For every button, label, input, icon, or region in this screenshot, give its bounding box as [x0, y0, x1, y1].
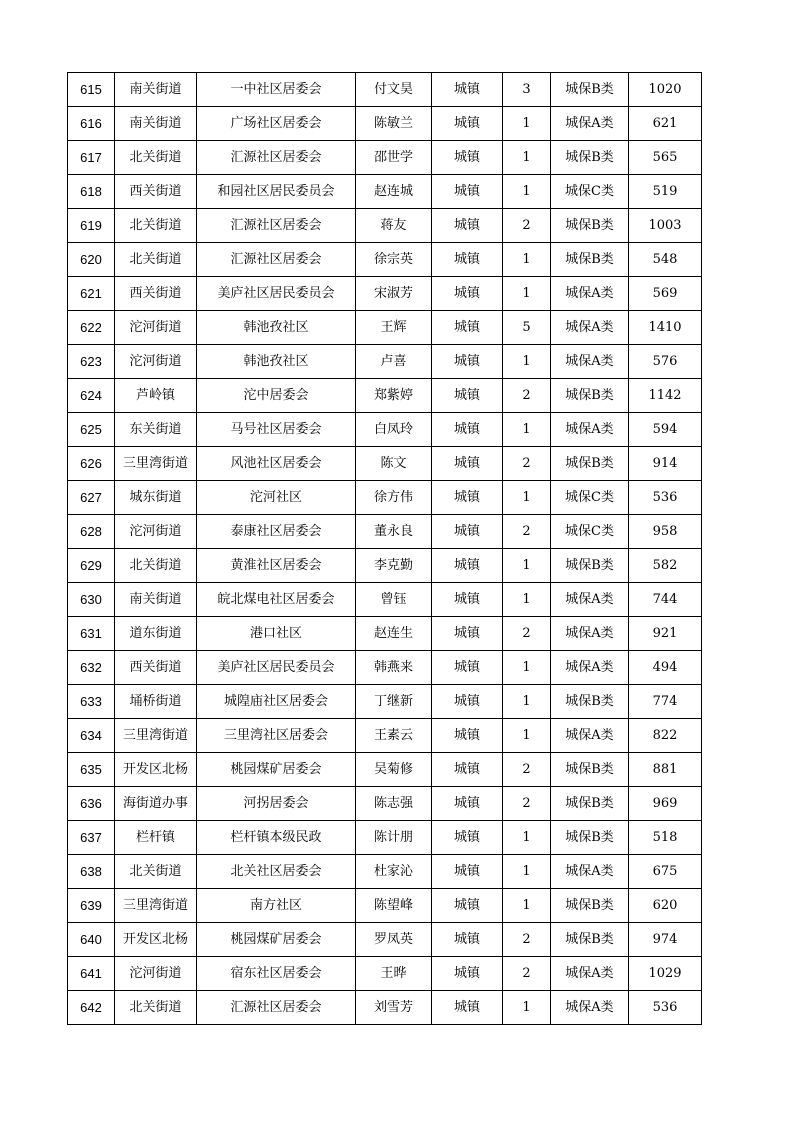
street-cell: 西关街道 [115, 175, 197, 209]
amount-cell: 744 [629, 583, 702, 617]
amount-cell: 620 [629, 889, 702, 923]
community-cell: 汇源社区居委会 [197, 209, 356, 243]
community-cell: 泰康社区居委会 [197, 515, 356, 549]
name-cell: 杜家沁 [356, 855, 432, 889]
row-number-cell: 635 [68, 753, 115, 787]
community-cell: 汇源社区居委会 [197, 141, 356, 175]
community-cell: 韩池孜社区 [197, 311, 356, 345]
area-type-cell: 城镇 [432, 753, 503, 787]
table-row [68, 821, 702, 855]
row-number-cell: 628 [68, 515, 115, 549]
table-body [68, 73, 702, 1025]
amount-cell: 519 [629, 175, 702, 209]
row-number-cell: 626 [68, 447, 115, 481]
household-count-cell: 2 [503, 957, 551, 991]
community-cell: 和园社区居民委员会 [197, 175, 356, 209]
amount-cell: 914 [629, 447, 702, 481]
row-number-cell: 638 [68, 855, 115, 889]
household-count-cell: 1 [503, 345, 551, 379]
area-type-cell: 城镇 [432, 583, 503, 617]
row-number-cell: 640 [68, 923, 115, 957]
category-cell: 城保B类 [551, 209, 629, 243]
household-count-cell: 1 [503, 685, 551, 719]
table-row [68, 549, 702, 583]
table-row [68, 991, 702, 1025]
amount-cell: 1410 [629, 311, 702, 345]
amount-cell: 548 [629, 243, 702, 277]
street-cell: 三里湾街道 [115, 889, 197, 923]
household-count-cell: 1 [503, 821, 551, 855]
category-cell: 城保B类 [551, 141, 629, 175]
area-type-cell: 城镇 [432, 991, 503, 1025]
community-cell: 沱河社区 [197, 481, 356, 515]
row-number-cell: 627 [68, 481, 115, 515]
name-cell: 李克勤 [356, 549, 432, 583]
row-number-cell: 636 [68, 787, 115, 821]
community-cell: 韩池孜社区 [197, 345, 356, 379]
table-row [68, 685, 702, 719]
area-type-cell: 城镇 [432, 175, 503, 209]
category-cell: 城保A类 [551, 345, 629, 379]
street-cell: 开发区北杨 [115, 753, 197, 787]
table-row [68, 345, 702, 379]
category-cell: 城保B类 [551, 889, 629, 923]
table-row [68, 243, 702, 277]
street-cell: 南关街道 [115, 583, 197, 617]
name-cell: 徐方伟 [356, 481, 432, 515]
category-cell: 城保C类 [551, 515, 629, 549]
name-cell: 邵世学 [356, 141, 432, 175]
community-cell: 桃园煤矿居委会 [197, 923, 356, 957]
amount-cell: 1029 [629, 957, 702, 991]
community-cell: 河拐居委会 [197, 787, 356, 821]
category-cell: 城保A类 [551, 413, 629, 447]
table-row [68, 923, 702, 957]
name-cell: 付文昊 [356, 73, 432, 107]
name-cell: 王晔 [356, 957, 432, 991]
category-cell: 城保B类 [551, 787, 629, 821]
community-cell: 三里湾社区居委会 [197, 719, 356, 753]
street-cell: 西关街道 [115, 277, 197, 311]
street-cell: 沱河街道 [115, 515, 197, 549]
area-type-cell: 城镇 [432, 923, 503, 957]
name-cell: 卢喜 [356, 345, 432, 379]
area-type-cell: 城镇 [432, 73, 503, 107]
name-cell: 陈望峰 [356, 889, 432, 923]
category-cell: 城保B类 [551, 73, 629, 107]
category-cell: 城保A类 [551, 277, 629, 311]
row-number-cell: 616 [68, 107, 115, 141]
street-cell: 栏杆镇 [115, 821, 197, 855]
category-cell: 城保B类 [551, 447, 629, 481]
area-type-cell: 城镇 [432, 277, 503, 311]
table-row [68, 107, 702, 141]
community-cell: 港口社区 [197, 617, 356, 651]
community-cell: 黄淮社区居委会 [197, 549, 356, 583]
household-count-cell: 2 [503, 379, 551, 413]
table-row [68, 209, 702, 243]
amount-cell: 518 [629, 821, 702, 855]
street-cell: 南关街道 [115, 107, 197, 141]
area-type-cell: 城镇 [432, 209, 503, 243]
amount-cell: 1142 [629, 379, 702, 413]
table-row [68, 855, 702, 889]
table-row [68, 141, 702, 175]
name-cell: 陈计朋 [356, 821, 432, 855]
table-row [68, 413, 702, 447]
name-cell: 陈志强 [356, 787, 432, 821]
community-cell: 汇源社区居委会 [197, 243, 356, 277]
row-number-cell: 631 [68, 617, 115, 651]
amount-cell: 569 [629, 277, 702, 311]
category-cell: 城保B类 [551, 243, 629, 277]
amount-cell: 582 [629, 549, 702, 583]
area-type-cell: 城镇 [432, 447, 503, 481]
household-count-cell: 2 [503, 617, 551, 651]
area-type-cell: 城镇 [432, 787, 503, 821]
household-count-cell: 3 [503, 73, 551, 107]
street-cell: 埇桥街道 [115, 685, 197, 719]
table-row [68, 311, 702, 345]
household-count-cell: 2 [503, 515, 551, 549]
amount-cell: 958 [629, 515, 702, 549]
name-cell: 王辉 [356, 311, 432, 345]
street-cell: 南关街道 [115, 73, 197, 107]
name-cell: 王素云 [356, 719, 432, 753]
table-row [68, 617, 702, 651]
name-cell: 曾钰 [356, 583, 432, 617]
household-count-cell: 1 [503, 141, 551, 175]
row-number-cell: 617 [68, 141, 115, 175]
street-cell: 沱河街道 [115, 345, 197, 379]
table-row [68, 73, 702, 107]
category-cell: 城保A类 [551, 957, 629, 991]
area-type-cell: 城镇 [432, 311, 503, 345]
name-cell: 董永良 [356, 515, 432, 549]
row-number-cell: 620 [68, 243, 115, 277]
community-cell: 沱中居委会 [197, 379, 356, 413]
area-type-cell: 城镇 [432, 617, 503, 651]
amount-cell: 565 [629, 141, 702, 175]
table-row [68, 277, 702, 311]
area-type-cell: 城镇 [432, 889, 503, 923]
row-number-cell: 619 [68, 209, 115, 243]
category-cell: 城保A类 [551, 855, 629, 889]
name-cell: 赵连城 [356, 175, 432, 209]
category-cell: 城保A类 [551, 583, 629, 617]
amount-cell: 969 [629, 787, 702, 821]
amount-cell: 921 [629, 617, 702, 651]
name-cell: 刘雪芳 [356, 991, 432, 1025]
street-cell: 芦岭镇 [115, 379, 197, 413]
table-row [68, 787, 702, 821]
row-number-cell: 624 [68, 379, 115, 413]
household-count-cell: 2 [503, 753, 551, 787]
row-number-cell: 633 [68, 685, 115, 719]
street-cell: 三里湾街道 [115, 719, 197, 753]
amount-cell: 774 [629, 685, 702, 719]
community-cell: 马号社区居委会 [197, 413, 356, 447]
community-cell: 风池社区居委会 [197, 447, 356, 481]
household-count-cell: 2 [503, 447, 551, 481]
amount-cell: 536 [629, 481, 702, 515]
row-number-cell: 630 [68, 583, 115, 617]
name-cell: 吴菊修 [356, 753, 432, 787]
amount-cell: 494 [629, 651, 702, 685]
row-number-cell: 642 [68, 991, 115, 1025]
street-cell: 北关街道 [115, 243, 197, 277]
category-cell: 城保A类 [551, 311, 629, 345]
table-row [68, 447, 702, 481]
street-cell: 沱河街道 [115, 957, 197, 991]
row-number-cell: 629 [68, 549, 115, 583]
area-type-cell: 城镇 [432, 651, 503, 685]
household-count-cell: 1 [503, 991, 551, 1025]
table-row [68, 379, 702, 413]
name-cell: 丁继新 [356, 685, 432, 719]
area-type-cell: 城镇 [432, 481, 503, 515]
category-cell: 城保B类 [551, 379, 629, 413]
row-number-cell: 634 [68, 719, 115, 753]
household-count-cell: 1 [503, 855, 551, 889]
row-number-cell: 622 [68, 311, 115, 345]
community-cell: 桃园煤矿居委会 [197, 753, 356, 787]
household-count-cell: 1 [503, 719, 551, 753]
row-number-cell: 637 [68, 821, 115, 855]
household-count-cell: 5 [503, 311, 551, 345]
area-type-cell: 城镇 [432, 515, 503, 549]
name-cell: 徐宗英 [356, 243, 432, 277]
street-cell: 东关街道 [115, 413, 197, 447]
community-cell: 南方社区 [197, 889, 356, 923]
household-count-cell: 1 [503, 107, 551, 141]
amount-cell: 675 [629, 855, 702, 889]
area-type-cell: 城镇 [432, 243, 503, 277]
street-cell: 开发区北杨 [115, 923, 197, 957]
name-cell: 陈文 [356, 447, 432, 481]
area-type-cell: 城镇 [432, 855, 503, 889]
table-row [68, 651, 702, 685]
household-count-cell: 1 [503, 651, 551, 685]
area-type-cell: 城镇 [432, 821, 503, 855]
household-count-cell: 1 [503, 413, 551, 447]
row-number-cell: 621 [68, 277, 115, 311]
street-cell: 西关街道 [115, 651, 197, 685]
street-cell: 城东街道 [115, 481, 197, 515]
table-row [68, 889, 702, 923]
community-cell: 美庐社区居民委员会 [197, 651, 356, 685]
amount-cell: 881 [629, 753, 702, 787]
name-cell: 陈敏兰 [356, 107, 432, 141]
street-cell: 道东街道 [115, 617, 197, 651]
table-row [68, 753, 702, 787]
table-row [68, 583, 702, 617]
category-cell: 城保B类 [551, 753, 629, 787]
street-cell: 三里湾街道 [115, 447, 197, 481]
row-number-cell: 639 [68, 889, 115, 923]
table-row [68, 175, 702, 209]
household-count-cell: 2 [503, 209, 551, 243]
community-cell: 城隍庙社区居委会 [197, 685, 356, 719]
household-count-cell: 1 [503, 549, 551, 583]
area-type-cell: 城镇 [432, 379, 503, 413]
category-cell: 城保C类 [551, 481, 629, 515]
area-type-cell: 城镇 [432, 719, 503, 753]
name-cell: 罗凤英 [356, 923, 432, 957]
amount-cell: 621 [629, 107, 702, 141]
name-cell: 宋淑芳 [356, 277, 432, 311]
area-type-cell: 城镇 [432, 685, 503, 719]
household-count-cell: 1 [503, 277, 551, 311]
amount-cell: 974 [629, 923, 702, 957]
area-type-cell: 城镇 [432, 549, 503, 583]
household-count-cell: 2 [503, 923, 551, 957]
row-number-cell: 632 [68, 651, 115, 685]
community-cell: 广场社区居委会 [197, 107, 356, 141]
street-cell: 北关街道 [115, 991, 197, 1025]
street-cell: 北关街道 [115, 855, 197, 889]
row-number-cell: 615 [68, 73, 115, 107]
name-cell: 韩燕来 [356, 651, 432, 685]
category-cell: 城保B类 [551, 821, 629, 855]
table-row [68, 957, 702, 991]
category-cell: 城保A类 [551, 107, 629, 141]
community-cell: 皖北煤电社区居委会 [197, 583, 356, 617]
area-type-cell: 城镇 [432, 345, 503, 379]
household-count-cell: 1 [503, 175, 551, 209]
street-cell: 北关街道 [115, 549, 197, 583]
category-cell: 城保B类 [551, 923, 629, 957]
household-count-cell: 1 [503, 583, 551, 617]
relief-roster-table [67, 72, 702, 1025]
table-row [68, 515, 702, 549]
category-cell: 城保A类 [551, 991, 629, 1025]
community-cell: 北关社区居委会 [197, 855, 356, 889]
category-cell: 城保B类 [551, 685, 629, 719]
community-cell: 宿东社区居委会 [197, 957, 356, 991]
household-count-cell: 1 [503, 481, 551, 515]
row-number-cell: 618 [68, 175, 115, 209]
area-type-cell: 城镇 [432, 957, 503, 991]
community-cell: 汇源社区居委会 [197, 991, 356, 1025]
street-cell: 北关街道 [115, 209, 197, 243]
category-cell: 城保A类 [551, 617, 629, 651]
area-type-cell: 城镇 [432, 413, 503, 447]
area-type-cell: 城镇 [432, 141, 503, 175]
row-number-cell: 625 [68, 413, 115, 447]
community-cell: 一中社区居委会 [197, 73, 356, 107]
street-cell: 北关街道 [115, 141, 197, 175]
row-number-cell: 623 [68, 345, 115, 379]
name-cell: 白凤玲 [356, 413, 432, 447]
amount-cell: 1003 [629, 209, 702, 243]
amount-cell: 576 [629, 345, 702, 379]
table-row [68, 481, 702, 515]
community-cell: 美庐社区居民委员会 [197, 277, 356, 311]
category-cell: 城保B类 [551, 549, 629, 583]
household-count-cell: 1 [503, 889, 551, 923]
amount-cell: 1020 [629, 73, 702, 107]
amount-cell: 594 [629, 413, 702, 447]
category-cell: 城保C类 [551, 175, 629, 209]
street-cell: 海街道办事 [115, 787, 197, 821]
household-count-cell: 1 [503, 243, 551, 277]
row-number-cell: 641 [68, 957, 115, 991]
name-cell: 郑紫婷 [356, 379, 432, 413]
table-row [68, 719, 702, 753]
category-cell: 城保A类 [551, 719, 629, 753]
name-cell: 蒋友 [356, 209, 432, 243]
amount-cell: 536 [629, 991, 702, 1025]
street-cell: 沱河街道 [115, 311, 197, 345]
area-type-cell: 城镇 [432, 107, 503, 141]
amount-cell: 822 [629, 719, 702, 753]
household-count-cell: 2 [503, 787, 551, 821]
community-cell: 栏杆镇本级民政 [197, 821, 356, 855]
category-cell: 城保A类 [551, 651, 629, 685]
name-cell: 赵连生 [356, 617, 432, 651]
